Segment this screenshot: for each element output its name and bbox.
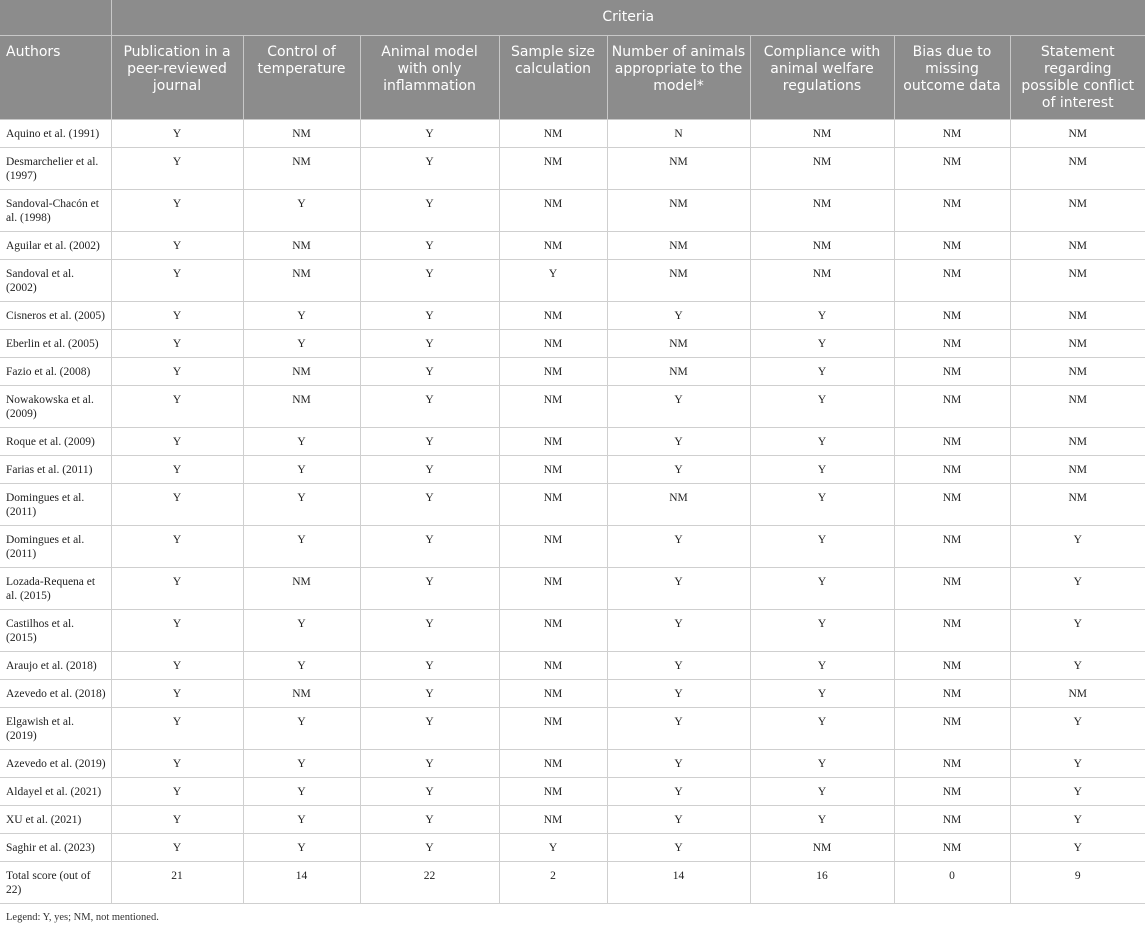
table-row — [0, 148, 1145, 190]
author-cell: Fazio et al. (2008) — [0, 358, 111, 386]
rating-cell: Y — [607, 456, 750, 484]
table-legend: Legend: Y, yes; NM, not mentioned. — [6, 912, 159, 923]
rating-cell: Y — [750, 610, 894, 652]
rating-cell: Y — [750, 526, 894, 568]
rating-cell: Y — [111, 806, 243, 834]
rating-cell: NM — [243, 232, 360, 260]
rating-cell: NM — [1010, 358, 1145, 386]
rating-cell: NM — [499, 708, 607, 750]
rating-cell: Y — [111, 680, 243, 708]
rating-cell: NM — [499, 750, 607, 778]
rating-cell: Y — [607, 680, 750, 708]
rating-cell: Y — [111, 148, 243, 190]
rating-cell: NM — [894, 456, 1010, 484]
rating-cell: Y — [360, 456, 499, 484]
rating-cell: Y — [111, 610, 243, 652]
rating-cell: NM — [894, 386, 1010, 428]
rating-cell: NM — [243, 358, 360, 386]
rating-cell: NM — [894, 750, 1010, 778]
rating-cell: NM — [499, 302, 607, 330]
author-cell: Domingues et al. (2011) — [0, 526, 111, 568]
rating-cell: Y — [360, 330, 499, 358]
rating-cell: NM — [607, 484, 750, 526]
rating-cell: NM — [499, 680, 607, 708]
rating-cell: Y — [360, 386, 499, 428]
rating-cell: Y — [750, 456, 894, 484]
rating-cell: Y — [607, 302, 750, 330]
rating-cell: NM — [499, 330, 607, 358]
table-row — [0, 190, 1145, 232]
author-cell: Roque et al. (2009) — [0, 428, 111, 456]
rating-cell: Y — [607, 708, 750, 750]
rating-cell: Y — [360, 358, 499, 386]
rating-cell: Y — [360, 652, 499, 680]
rating-cell: Y — [111, 260, 243, 302]
rating-cell: Y — [111, 302, 243, 330]
rating-cell: Y — [111, 526, 243, 568]
rating-cell: Y — [499, 834, 607, 862]
criteria-group-header: Criteria — [111, 0, 1145, 36]
rating-cell: NM — [499, 484, 607, 526]
table-row — [0, 330, 1145, 358]
rating-cell: Y — [1010, 834, 1145, 862]
rating-cell: Y — [111, 330, 243, 358]
rating-cell: NM — [894, 568, 1010, 610]
author-cell: XU et al. (2021) — [0, 806, 111, 834]
rating-cell: NM — [894, 190, 1010, 232]
rating-cell: Y — [1010, 806, 1145, 834]
rating-cell: NM — [894, 484, 1010, 526]
group-header-row — [0, 0, 1145, 36]
rating-cell: Y — [607, 568, 750, 610]
rating-cell: Y — [750, 330, 894, 358]
rating-cell: NM — [243, 120, 360, 148]
rating-cell: Y — [750, 778, 894, 806]
rating-cell: Y — [243, 456, 360, 484]
criteria-column-header: Publication in a peer-reviewed journal — [111, 36, 243, 120]
rating-cell: Y — [360, 834, 499, 862]
rating-cell: NM — [1010, 148, 1145, 190]
rating-cell: Y — [243, 190, 360, 232]
rating-cell: 21 — [111, 862, 243, 904]
criteria-column-header: Statement regarding possible conflict of interest — [1010, 36, 1145, 120]
rating-cell: Y — [243, 750, 360, 778]
rating-cell: NM — [243, 568, 360, 610]
rating-cell: NM — [1010, 120, 1145, 148]
rating-cell: NM — [1010, 330, 1145, 358]
rating-cell: Y — [750, 750, 894, 778]
rating-cell: Y — [243, 526, 360, 568]
table-row — [0, 358, 1145, 386]
rating-cell: 16 — [750, 862, 894, 904]
rating-cell: Y — [750, 484, 894, 526]
rating-cell: NM — [1010, 232, 1145, 260]
rating-cell: Y — [750, 680, 894, 708]
rating-cell: NM — [1010, 456, 1145, 484]
rating-cell: 9 — [1010, 862, 1145, 904]
group-header-spacer — [0, 0, 111, 36]
rating-cell: NM — [607, 148, 750, 190]
author-cell: Aquino et al. (1991) — [0, 120, 111, 148]
rating-cell: Y — [360, 302, 499, 330]
criteria-column-header: Animal model with only inflammation — [360, 36, 499, 120]
rating-cell: NM — [499, 386, 607, 428]
table-row — [0, 428, 1145, 456]
rating-cell: NM — [894, 834, 1010, 862]
rating-cell: Y — [607, 750, 750, 778]
table-row — [0, 750, 1145, 778]
rating-cell: Y — [111, 456, 243, 484]
author-cell: Azevedo et al. (2019) — [0, 750, 111, 778]
rating-cell: Y — [360, 428, 499, 456]
rating-cell: Y — [607, 806, 750, 834]
rating-cell: Y — [111, 484, 243, 526]
rating-cell: 22 — [360, 862, 499, 904]
rating-cell: NM — [607, 260, 750, 302]
rating-cell: NM — [499, 232, 607, 260]
rating-cell: Y — [607, 428, 750, 456]
rating-cell: NM — [499, 428, 607, 456]
table-row — [0, 232, 1145, 260]
rating-cell: Y — [360, 148, 499, 190]
table-row — [0, 526, 1145, 568]
author-cell: Elgawish et al. (2019) — [0, 708, 111, 750]
table-row — [0, 456, 1145, 484]
rating-cell: Y — [243, 778, 360, 806]
rating-cell: Y — [111, 190, 243, 232]
rating-cell: Y — [360, 484, 499, 526]
rating-cell: Y — [1010, 750, 1145, 778]
rating-cell: Y — [243, 834, 360, 862]
rating-cell: NM — [894, 260, 1010, 302]
table-row — [0, 778, 1145, 806]
rating-cell: Y — [360, 120, 499, 148]
table-row — [0, 610, 1145, 652]
author-cell: Sandoval et al. (2002) — [0, 260, 111, 302]
author-cell: Aguilar et al. (2002) — [0, 232, 111, 260]
rating-cell: Y — [360, 806, 499, 834]
rating-cell: NM — [1010, 428, 1145, 456]
table-row — [0, 708, 1145, 750]
author-cell: Desmarchelier et al. (1997) — [0, 148, 111, 190]
rating-cell: NM — [894, 610, 1010, 652]
rating-cell: Y — [360, 232, 499, 260]
rating-cell: NM — [499, 190, 607, 232]
rating-cell: NM — [499, 526, 607, 568]
table-row — [0, 260, 1145, 302]
rating-cell: Y — [111, 120, 243, 148]
rating-cell: NM — [750, 834, 894, 862]
rating-cell: Y — [243, 610, 360, 652]
author-cell: Lozada-Requena et al. (2015) — [0, 568, 111, 610]
table-row — [0, 806, 1145, 834]
rating-cell: Y — [1010, 526, 1145, 568]
criteria-column-header: Bias due to missing outcome data — [894, 36, 1010, 120]
criteria-column-header: Control of temperature — [243, 36, 360, 120]
rating-cell: NM — [499, 568, 607, 610]
rating-cell: Y — [360, 526, 499, 568]
rating-cell: NM — [607, 190, 750, 232]
rating-cell: Y — [607, 652, 750, 680]
rating-cell: Y — [111, 750, 243, 778]
rating-cell: NM — [894, 778, 1010, 806]
rating-cell: NM — [243, 260, 360, 302]
rating-cell: NM — [499, 120, 607, 148]
rating-cell: NM — [894, 806, 1010, 834]
criteria-column-header: Number of animals appropriate to the model* — [607, 36, 750, 120]
table-row — [0, 834, 1145, 862]
rating-cell: Y — [111, 386, 243, 428]
rating-cell: Y — [750, 652, 894, 680]
table-body — [0, 120, 1145, 904]
rating-cell: Y — [243, 484, 360, 526]
table-row — [0, 386, 1145, 428]
rating-cell: NM — [607, 358, 750, 386]
rating-cell: Y — [607, 778, 750, 806]
rating-cell: Y — [243, 428, 360, 456]
rating-cell: Y — [243, 652, 360, 680]
table-row — [0, 568, 1145, 610]
total-score-row — [0, 862, 1145, 904]
rating-cell: Y — [243, 708, 360, 750]
rating-cell: Y — [360, 568, 499, 610]
rating-cell: Y — [750, 302, 894, 330]
rating-cell: NM — [499, 358, 607, 386]
rating-cell: NM — [1010, 190, 1145, 232]
rating-cell: NM — [750, 190, 894, 232]
rating-cell: Y — [607, 834, 750, 862]
author-cell: Nowakowska et al. (2009) — [0, 386, 111, 428]
rating-cell: NM — [243, 386, 360, 428]
author-cell: Total score (out of 22) — [0, 862, 111, 904]
rating-cell: NM — [243, 680, 360, 708]
rating-cell: NM — [607, 232, 750, 260]
rating-cell: NM — [750, 260, 894, 302]
rating-cell: Y — [1010, 652, 1145, 680]
rating-cell: NM — [499, 610, 607, 652]
table-row — [0, 652, 1145, 680]
rating-cell: Y — [111, 232, 243, 260]
rating-cell: NM — [499, 778, 607, 806]
author-cell: Azevedo et al. (2018) — [0, 680, 111, 708]
rating-cell: NM — [894, 680, 1010, 708]
rating-cell: Y — [750, 386, 894, 428]
rating-cell: NM — [243, 148, 360, 190]
criteria-column-header: Compliance with animal welfare regulations — [750, 36, 894, 120]
rating-cell: 14 — [243, 862, 360, 904]
rating-cell: NM — [894, 358, 1010, 386]
rating-cell: NM — [894, 652, 1010, 680]
rating-cell: Y — [243, 330, 360, 358]
rating-cell: NM — [894, 120, 1010, 148]
criteria-column-header: Sample size calculation — [499, 36, 607, 120]
rating-cell: NM — [750, 120, 894, 148]
author-cell: Eberlin et al. (2005) — [0, 330, 111, 358]
rating-cell: Y — [607, 526, 750, 568]
rating-cell: Y — [111, 652, 243, 680]
rating-cell: Y — [360, 610, 499, 652]
author-cell: Araujo et al. (2018) — [0, 652, 111, 680]
rating-cell: Y — [499, 260, 607, 302]
table-row — [0, 680, 1145, 708]
rating-cell: Y — [607, 386, 750, 428]
rating-cell: Y — [360, 708, 499, 750]
rating-cell: Y — [1010, 778, 1145, 806]
rating-cell: Y — [243, 806, 360, 834]
rating-cell: NM — [1010, 302, 1145, 330]
rating-cell: Y — [360, 778, 499, 806]
rating-cell: Y — [111, 834, 243, 862]
rating-cell: NM — [894, 302, 1010, 330]
table-row — [0, 302, 1145, 330]
rating-cell: 2 — [499, 862, 607, 904]
rating-cell: Y — [360, 680, 499, 708]
rating-cell: Y — [750, 708, 894, 750]
table-row — [0, 120, 1145, 148]
rating-cell: Y — [607, 610, 750, 652]
table-row — [0, 484, 1145, 526]
rating-cell: NM — [1010, 260, 1145, 302]
rating-cell: Y — [111, 708, 243, 750]
rating-cell: NM — [607, 330, 750, 358]
rating-cell: NM — [894, 148, 1010, 190]
rating-cell: Y — [750, 806, 894, 834]
rating-cell: NM — [894, 330, 1010, 358]
author-cell: Aldayel et al. (2021) — [0, 778, 111, 806]
rating-cell: N — [607, 120, 750, 148]
rating-cell: Y — [360, 750, 499, 778]
rating-cell: Y — [111, 778, 243, 806]
rating-cell: Y — [243, 302, 360, 330]
rating-cell: 0 — [894, 862, 1010, 904]
rating-cell: NM — [894, 526, 1010, 568]
rating-cell: NM — [750, 232, 894, 260]
author-cell: Farias et al. (2011) — [0, 456, 111, 484]
rating-cell: 14 — [607, 862, 750, 904]
rating-cell: Y — [1010, 708, 1145, 750]
rating-cell: Y — [111, 358, 243, 386]
author-cell: Cisneros et al. (2005) — [0, 302, 111, 330]
author-cell: Domingues et al. (2011) — [0, 484, 111, 526]
rating-cell: NM — [750, 148, 894, 190]
rating-cell: Y — [111, 568, 243, 610]
rating-cell: NM — [894, 428, 1010, 456]
rating-cell: NM — [894, 232, 1010, 260]
author-cell: Sandoval-Chacón et al. (1998) — [0, 190, 111, 232]
author-cell: Saghir et al. (2023) — [0, 834, 111, 862]
rating-cell: Y — [750, 568, 894, 610]
rating-cell: Y — [750, 358, 894, 386]
rating-cell: NM — [1010, 680, 1145, 708]
rating-cell: Y — [360, 190, 499, 232]
rating-cell: Y — [111, 428, 243, 456]
rating-cell: Y — [1010, 568, 1145, 610]
rating-cell: NM — [499, 652, 607, 680]
rating-cell: NM — [1010, 484, 1145, 526]
authors-column-header: Authors — [0, 36, 111, 120]
author-cell: Castilhos et al. (2015) — [0, 610, 111, 652]
rating-cell: NM — [499, 806, 607, 834]
rating-cell: NM — [499, 148, 607, 190]
rating-cell: NM — [1010, 386, 1145, 428]
column-header-row — [0, 36, 1145, 120]
rating-cell: NM — [894, 708, 1010, 750]
rating-cell: NM — [499, 456, 607, 484]
rating-cell: Y — [1010, 610, 1145, 652]
rating-cell: Y — [750, 428, 894, 456]
rating-cell: Y — [360, 260, 499, 302]
